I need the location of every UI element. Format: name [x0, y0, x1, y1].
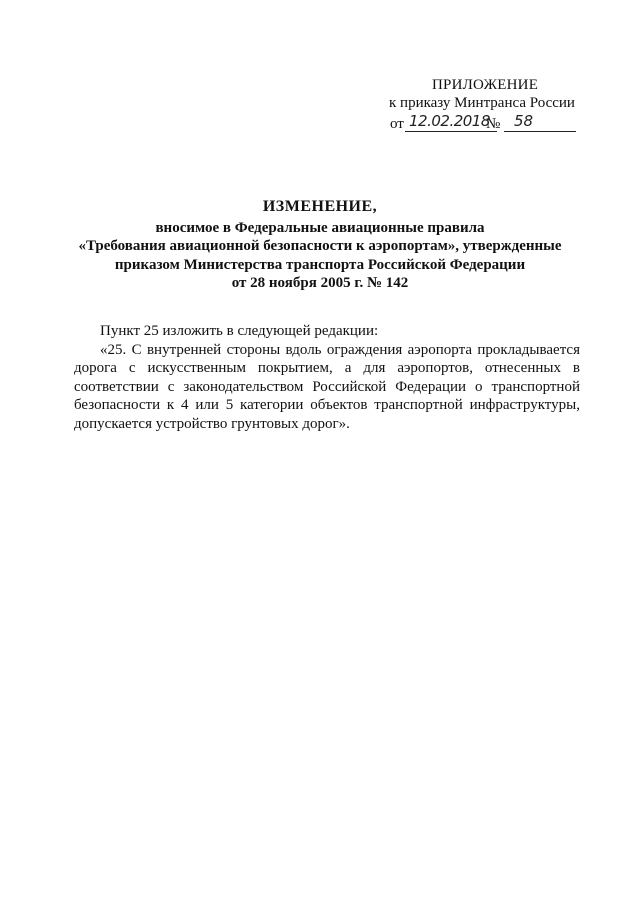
heading-title: ИЗМЕНЕНИЕ,	[262, 198, 378, 215]
heading-line-1: вносимое в Федеральные авиационные правила	[155, 219, 485, 236]
appendix-order-reference: к приказу Минтранса России	[389, 95, 575, 111]
document-heading	[60, 198, 580, 293]
date-prefix: от	[390, 116, 404, 132]
heading-line-2: «Требования авиационной безопасности к аэропортам», утвержденные	[78, 238, 562, 254]
heading-line-4: от 28 ноября 2005 г. № 142	[231, 275, 409, 291]
handwritten-date: 12.02.2018	[405, 112, 497, 132]
heading-line-3: приказом Министерства транспорта Российской Федерации	[114, 256, 526, 273]
handwritten-number: 58	[504, 112, 576, 132]
amendment-paragraph: «25. С внутренней стороны вдоль ограждения аэропорта прокладывается дорога с искусственным покрытием, а для аэропортов, отнесенных в соответствии с законодательством Российской Федерации о транспортной безопасности к 4 или 5 категории объектов транспортной инфраструктуры, допускается устройство грунтовых дорог».	[74, 341, 580, 432]
intro-paragraph: Пункт 25 изложить в следующей редакции:	[100, 323, 379, 339]
appendix-dateline	[390, 112, 610, 139]
appendix-title: ПРИЛОЖЕНИЕ	[432, 77, 539, 93]
number-prefix: №	[486, 116, 501, 132]
document-body	[74, 322, 580, 433]
